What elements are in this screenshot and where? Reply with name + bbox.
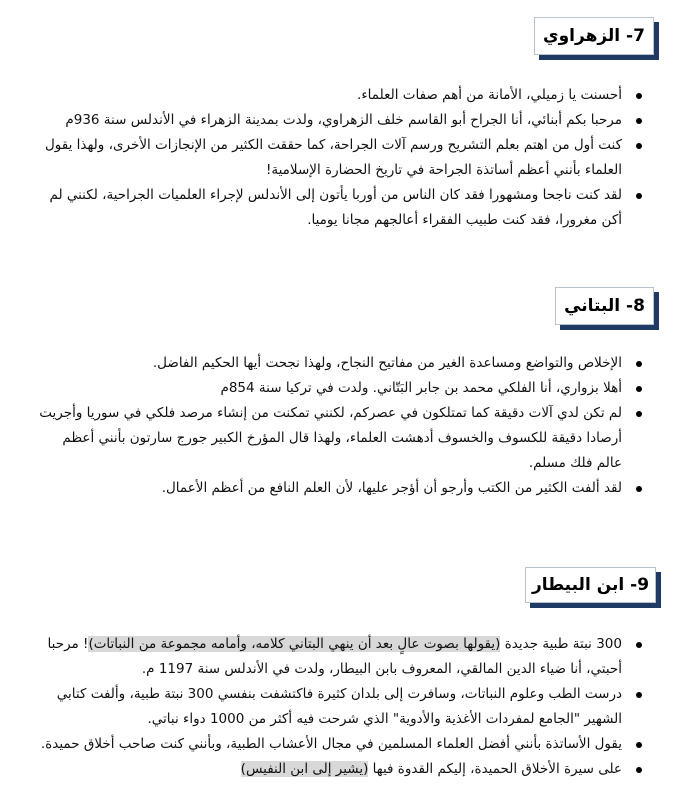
- item-text: الإخلاص والتواضع ومساعدة الغير من مفاتيح النجاح، ولهذا نجحت أيها الحكيم الفاضل.: [152, 355, 622, 371]
- stage-direction: (يشير إلى ابن النفيس): [240, 761, 369, 777]
- list-item: [39, 632, 644, 682]
- list-item: [39, 83, 644, 108]
- list-item: [39, 133, 644, 183]
- bullet-icon: [636, 93, 642, 99]
- section-battani: [39, 351, 644, 501]
- bullet-icon: [636, 193, 642, 199]
- bullet-icon: [636, 486, 642, 492]
- bullet-icon: [636, 386, 642, 392]
- list-item: [39, 476, 644, 501]
- item-text: درست الطب وعلوم النباتات، وسافرت إلى بلدان كثيرة فاكتشفت بنفسي 300 نبتة طبية، وألفت كتابي الشهير "الجامع لمفردات الأغذية والأدوية" الذي شرحت فيه أكثر من 1000 دواء نباتي.: [56, 686, 622, 727]
- item-text: 300 نبتة طبية جديدة: [500, 636, 622, 652]
- section-title-battani: 8- البتاني: [555, 287, 654, 325]
- bullet-icon: [636, 767, 642, 773]
- list-item: [39, 183, 644, 233]
- bullet-icon: [636, 143, 642, 149]
- bullet-icon: [636, 742, 642, 748]
- item-text: ! مرحبا أحبتي، أنا ضياء الدين المالقي، المعروف بابن البيطار، ولدت في الأندلس سنة 1197 م.: [47, 636, 622, 677]
- section-zahrawi: [39, 83, 644, 233]
- item-text: كنت أول من اهتم بعلم التشريح ورسم آلات الجراحة، كما حققت الكثير من الإنجازات الأخرى، ولهذا يقول العلماء بأنني أعظم أساتذة الجراحة في تاريخ الحضارة الإسلامية!: [44, 137, 622, 178]
- bullet-icon: [636, 642, 642, 648]
- item-text: لقد ألفت الكثير من الكتب وأرجو أن أؤجر عليها، لأن العلم النافع من أعظم الأعمال.: [161, 480, 622, 496]
- section-ibn-al-baitar: [39, 632, 644, 782]
- list-item: [39, 757, 644, 782]
- list-item: [39, 732, 644, 757]
- bullet-icon: [636, 692, 642, 698]
- list-item: [39, 108, 644, 133]
- bullet-icon: [636, 411, 642, 417]
- item-text: لقد كنت ناجحا ومشهورا فقد كان الناس من أوربا يأتون إلى الأندلس لإجراء العلميات الجراحية، لكنني لم أكن مغرورا، فقد كنت طبيب الفقراء أعالجهم مجانا يوميا.: [49, 187, 622, 228]
- list-item: [39, 682, 644, 732]
- item-text: لم تكن لدي آلات دقيقة كما تمتلكون في عصركم، لكنني تمكنت من إنشاء مرصد فلكي في سوريا وأجريت أرصادا دقيقة للكسوف والخسوف أدهشت العلماء، ولهذا قال المؤرخ الكبير جورج سارتون بأنني أعظم عالم فلك مسلم.: [39, 405, 622, 471]
- stage-direction: (يقولها بصوت عالٍ بعد أن ينهي البتاني كلامه، وأمامه مجموعة من النباتات): [88, 636, 501, 652]
- item-text: مرحبا بكم أبنائي، أنا الجراح أبو القاسم خلف الزهراوي، ولدت بمدينة الزهراء في الأندلس سنة 936م: [65, 112, 622, 128]
- list-item: [39, 401, 644, 476]
- list-item: [39, 376, 644, 401]
- item-text: يقول الأساتذة بأنني أفضل العلماء المسلمين في مجال الأعشاب الطبية، وبأنني كنت صاحب أخلاق حميدة.: [40, 736, 622, 752]
- bullet-icon: [636, 361, 642, 367]
- item-text: أحسنت يا زميلي، الأمانة من أهم صفات العلماء.: [357, 87, 622, 103]
- item-text: على سيرة الأخلاق الحميدة، إليكم القدوة فيها: [368, 761, 622, 777]
- section-title-ibn-al-baitar: 9- ابن البيطار: [525, 567, 656, 603]
- bullet-icon: [636, 118, 642, 124]
- item-text: أهلا بزواري، أنا الفلكي محمد بن جابر البَتّاني. ولدت في تركيا سنة 854م: [220, 380, 622, 396]
- list-item: [39, 351, 644, 376]
- section-title-zahrawi: 7- الزهراوي: [534, 17, 654, 55]
